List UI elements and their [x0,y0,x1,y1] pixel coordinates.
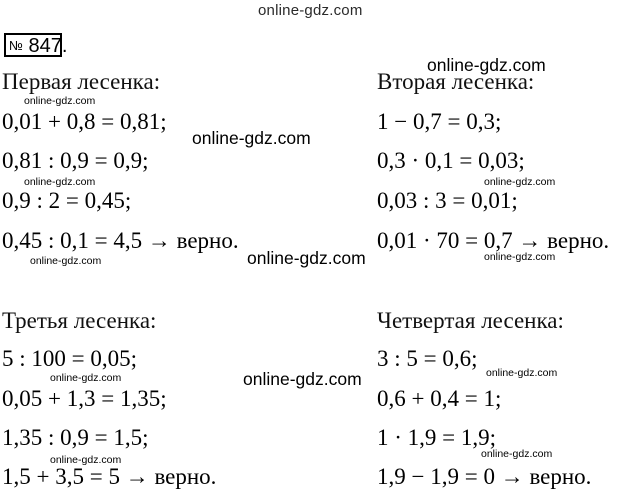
equation-line: 1,35 : 0,9 = 1,5; [2,425,149,450]
equation-line: 0,81 : 0,9 = 0,9; [2,148,149,173]
equation-line: 1 − 0,7 = 0,3; [377,109,502,134]
watermark: online-gdz.com [484,251,556,263]
equation-line: 1,9 − 1,9 = 0 → верно. [377,464,592,489]
equation-line: 0,6 + 0,4 = 1; [377,386,502,411]
equation-line: 0,01 + 0,8 = 0,81; [2,109,167,134]
block-title-4: Четвертая лесенка: [377,308,564,333]
equation-line: 1,5 + 3,5 = 5 → верно. [2,464,217,489]
number-sign: № [9,38,23,53]
watermark: online-gdz.com [427,55,546,75]
equation-line: 0,9 : 2 = 0,45; [2,188,132,213]
block-title-2: Вторая лесенка: [377,69,535,94]
equation-line: 5 : 100 = 0,05; [2,346,138,371]
equation-line: 0,45 : 0,1 = 4,5 → верно. [2,228,239,253]
watermark: online-gdz.com [486,367,558,379]
equation-line: 0,05 + 1,3 = 1,35; [2,386,167,411]
block-title-3: Третья лесенка: [2,308,157,333]
equation-line: 1 · 1,9 = 1,9; [377,425,497,450]
equation-line: 3 : 5 = 0,6; [377,346,478,371]
watermark-top: online-gdz.com [258,2,363,19]
problem-number [4,33,68,57]
problem-number-value: 847. [28,35,68,57]
watermark: online-gdz.com [24,176,96,188]
block-title-1: Первая лесенка: [2,69,161,94]
equation-line: 0,01 · 70 = 0,7 → верно. [377,228,610,253]
watermark: online-gdz.com [50,454,122,466]
watermark: online-gdz.com [30,255,102,267]
watermark: online-gdz.com [24,95,96,107]
watermark: online-gdz.com [50,372,122,384]
watermark: online-gdz.com [192,128,311,148]
watermark: online-gdz.com [481,448,553,460]
watermark: online-gdz.com [243,369,362,389]
watermark: online-gdz.com [247,248,366,268]
watermark: online-gdz.com [484,176,556,188]
equation-line: 0,03 : 3 = 0,01; [377,188,518,213]
equation-line: 0,3 · 0,1 = 0,03; [377,148,525,173]
